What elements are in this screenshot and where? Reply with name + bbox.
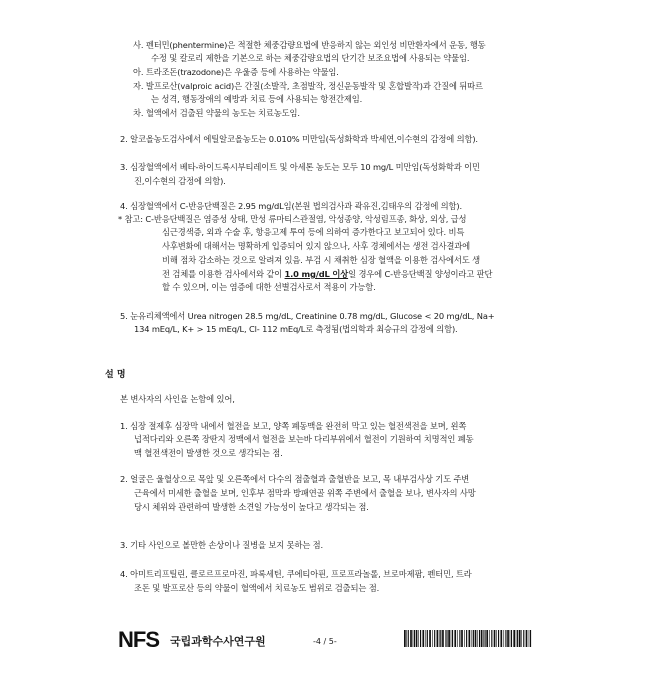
item-ja-line2: 는 성격, 행동장애의 예방과 치료 등에 사용되는 항전간제임. — [151, 94, 363, 104]
explanation-2-line2: 근육에서 미세한 출혈을 보며, 인후부 점막과 방패연골 위쪽 주변에서 출혈을 보나, 변사자의 사망 — [134, 488, 476, 498]
result-5-line1: 5. 눈유리체액에서 Urea nitrogen 28.5 mg/dL, Creatinine 0.78 mg/dL, Glucose < 20 mg/dL, Na+ — [120, 311, 495, 321]
explanation-1-line2: 넙적다리와 오른쪽 장딴지 정맥에서 혈전을 보는바 다리부위에서 혈전이 기원하여 치명적인 폐동 — [134, 434, 474, 444]
note-line5-b: 일 경우에 C-반응단백질 양성이라고 판단 — [348, 269, 493, 279]
item-sa-line1: 사. 펜터민(phentermine)은 적절한 체중감량요법에 반응하지 않는 외인성 비만환자에서 운동, 행동 — [133, 40, 486, 50]
note-line1: * 참고: C-반응단백질은 염증성 상태, 만성 류마티스관절염, 악성종양, 악성림프종, 화상, 외상, 급성 — [118, 214, 467, 224]
nfs-logo: NFS — [118, 627, 159, 652]
note-threshold: 1.0 mg/dL 이상 — [284, 269, 349, 279]
note-line5 — [162, 269, 492, 280]
item-ja-line1: 자. 발프로산(valproic acid)은 간질(소발작, 초점발작, 정신운동발작 및 혼합발작)과 간질에 뒤따르 — [133, 81, 483, 91]
note-line5-a: 전 검체를 이용한 검사에서와 같이 — [162, 269, 285, 279]
note-line4: 비해 점차 감소하는 것으로 알려져 있음. 부검 시 채취한 심장 혈액을 이용한 검사에서도 생 — [162, 255, 480, 265]
item-cha-line1: 차. 혈액에서 검출된 약물의 농도는 치료농도임. — [133, 108, 300, 118]
item-sa-line2: 수정 및 칼로리 제한을 기본으로 하는 체중감량요법의 단기간 보조요법에 사용되는 약물임. — [151, 53, 470, 63]
result-3-line1: 3. 심장혈액에서 베타-하이드록시부티레이트 및 아세톤 농도는 모두 10 mg/L 미만임(독성화학과 이민 — [120, 162, 480, 172]
result-3-line2: 진,이수현의 감정에 의함). — [134, 176, 226, 186]
explanation-2-line1: 2. 얼굴은 울혈상으로 목앞 및 오른쪽에서 다수의 점출혈과 출혈반을 보고, 목 내부검사상 기도 주변 — [120, 474, 470, 484]
result-5-line2: 134 mEq/L, K+ > 15 mEq/L, Cl- 112 mEq/L로 측정됨(법의학과 최승규의 감정에 의함). — [134, 324, 458, 334]
item-a-line1: 아. 트라조돈(trazodone)은 우울증 등에 사용하는 약물임. — [133, 67, 339, 77]
explanation-4-line2: 조돈 및 발프로산 등의 약물이 혈액에서 치료농도 범위로 검출되는 점. — [134, 583, 380, 593]
explanation-heading: 설 명 — [105, 370, 126, 380]
explanation-1-line3: 맥 혈전색전이 발생한 것으로 생각되는 점. — [134, 448, 283, 458]
result-2: 2. 알코올농도검사에서 에틸알코올농도는 0.010% 미만임(독성화학과 박세연,이수현의 감정에 의함). — [120, 134, 478, 144]
explanation-2-line3: 당시 체위와 관련하여 발생한 소견일 가능성이 높다고 생각되는 점. — [134, 502, 369, 512]
explanation-3: 3. 기타 사인으로 볼만한 손상이나 질병을 보지 못하는 점. — [120, 540, 324, 550]
result-4: 4. 심장혈액에서 C-반응단백질은 2.95 mg/dL임(본원 법의검사과 곽유진,김태우의 감정에 의함). — [120, 201, 462, 211]
page-number: -4 / 5- — [313, 637, 337, 646]
note-line3: 사후변화에 대해서는 명확하게 입증되어 있지 않으나, 사후 경체에서는 생전 검사결과에 — [162, 241, 471, 251]
note-line2: 심근경색증, 외과 수술 후, 항응고제 투여 등에 의하여 증가한다고 보고되어 있다. 비특 — [162, 227, 465, 237]
footer-org-name: 국립과학수사연구원 — [170, 635, 266, 648]
explanation-4-line1: 4. 아미트리프틸린, 클로르프로마진, 파록세틴, 쿠에티아핀, 프로프라놀롤, 브로마제팜, 펜터민, 트라 — [120, 569, 472, 579]
barcode-icon — [404, 630, 532, 647]
explanation-intro: 본 변사자의 사인을 논함에 있어, — [120, 394, 235, 404]
note-line6: 할 수 있으며, 이는 염증에 대한 선별검사로서 적용이 가능함. — [162, 282, 376, 292]
explanation-1-line1: 1. 심장 절제후 심장막 내에서 혈전을 보고, 양쪽 폐동맥을 완전히 막고 있는 혈전색전을 보며, 왼쪽 — [120, 421, 467, 431]
